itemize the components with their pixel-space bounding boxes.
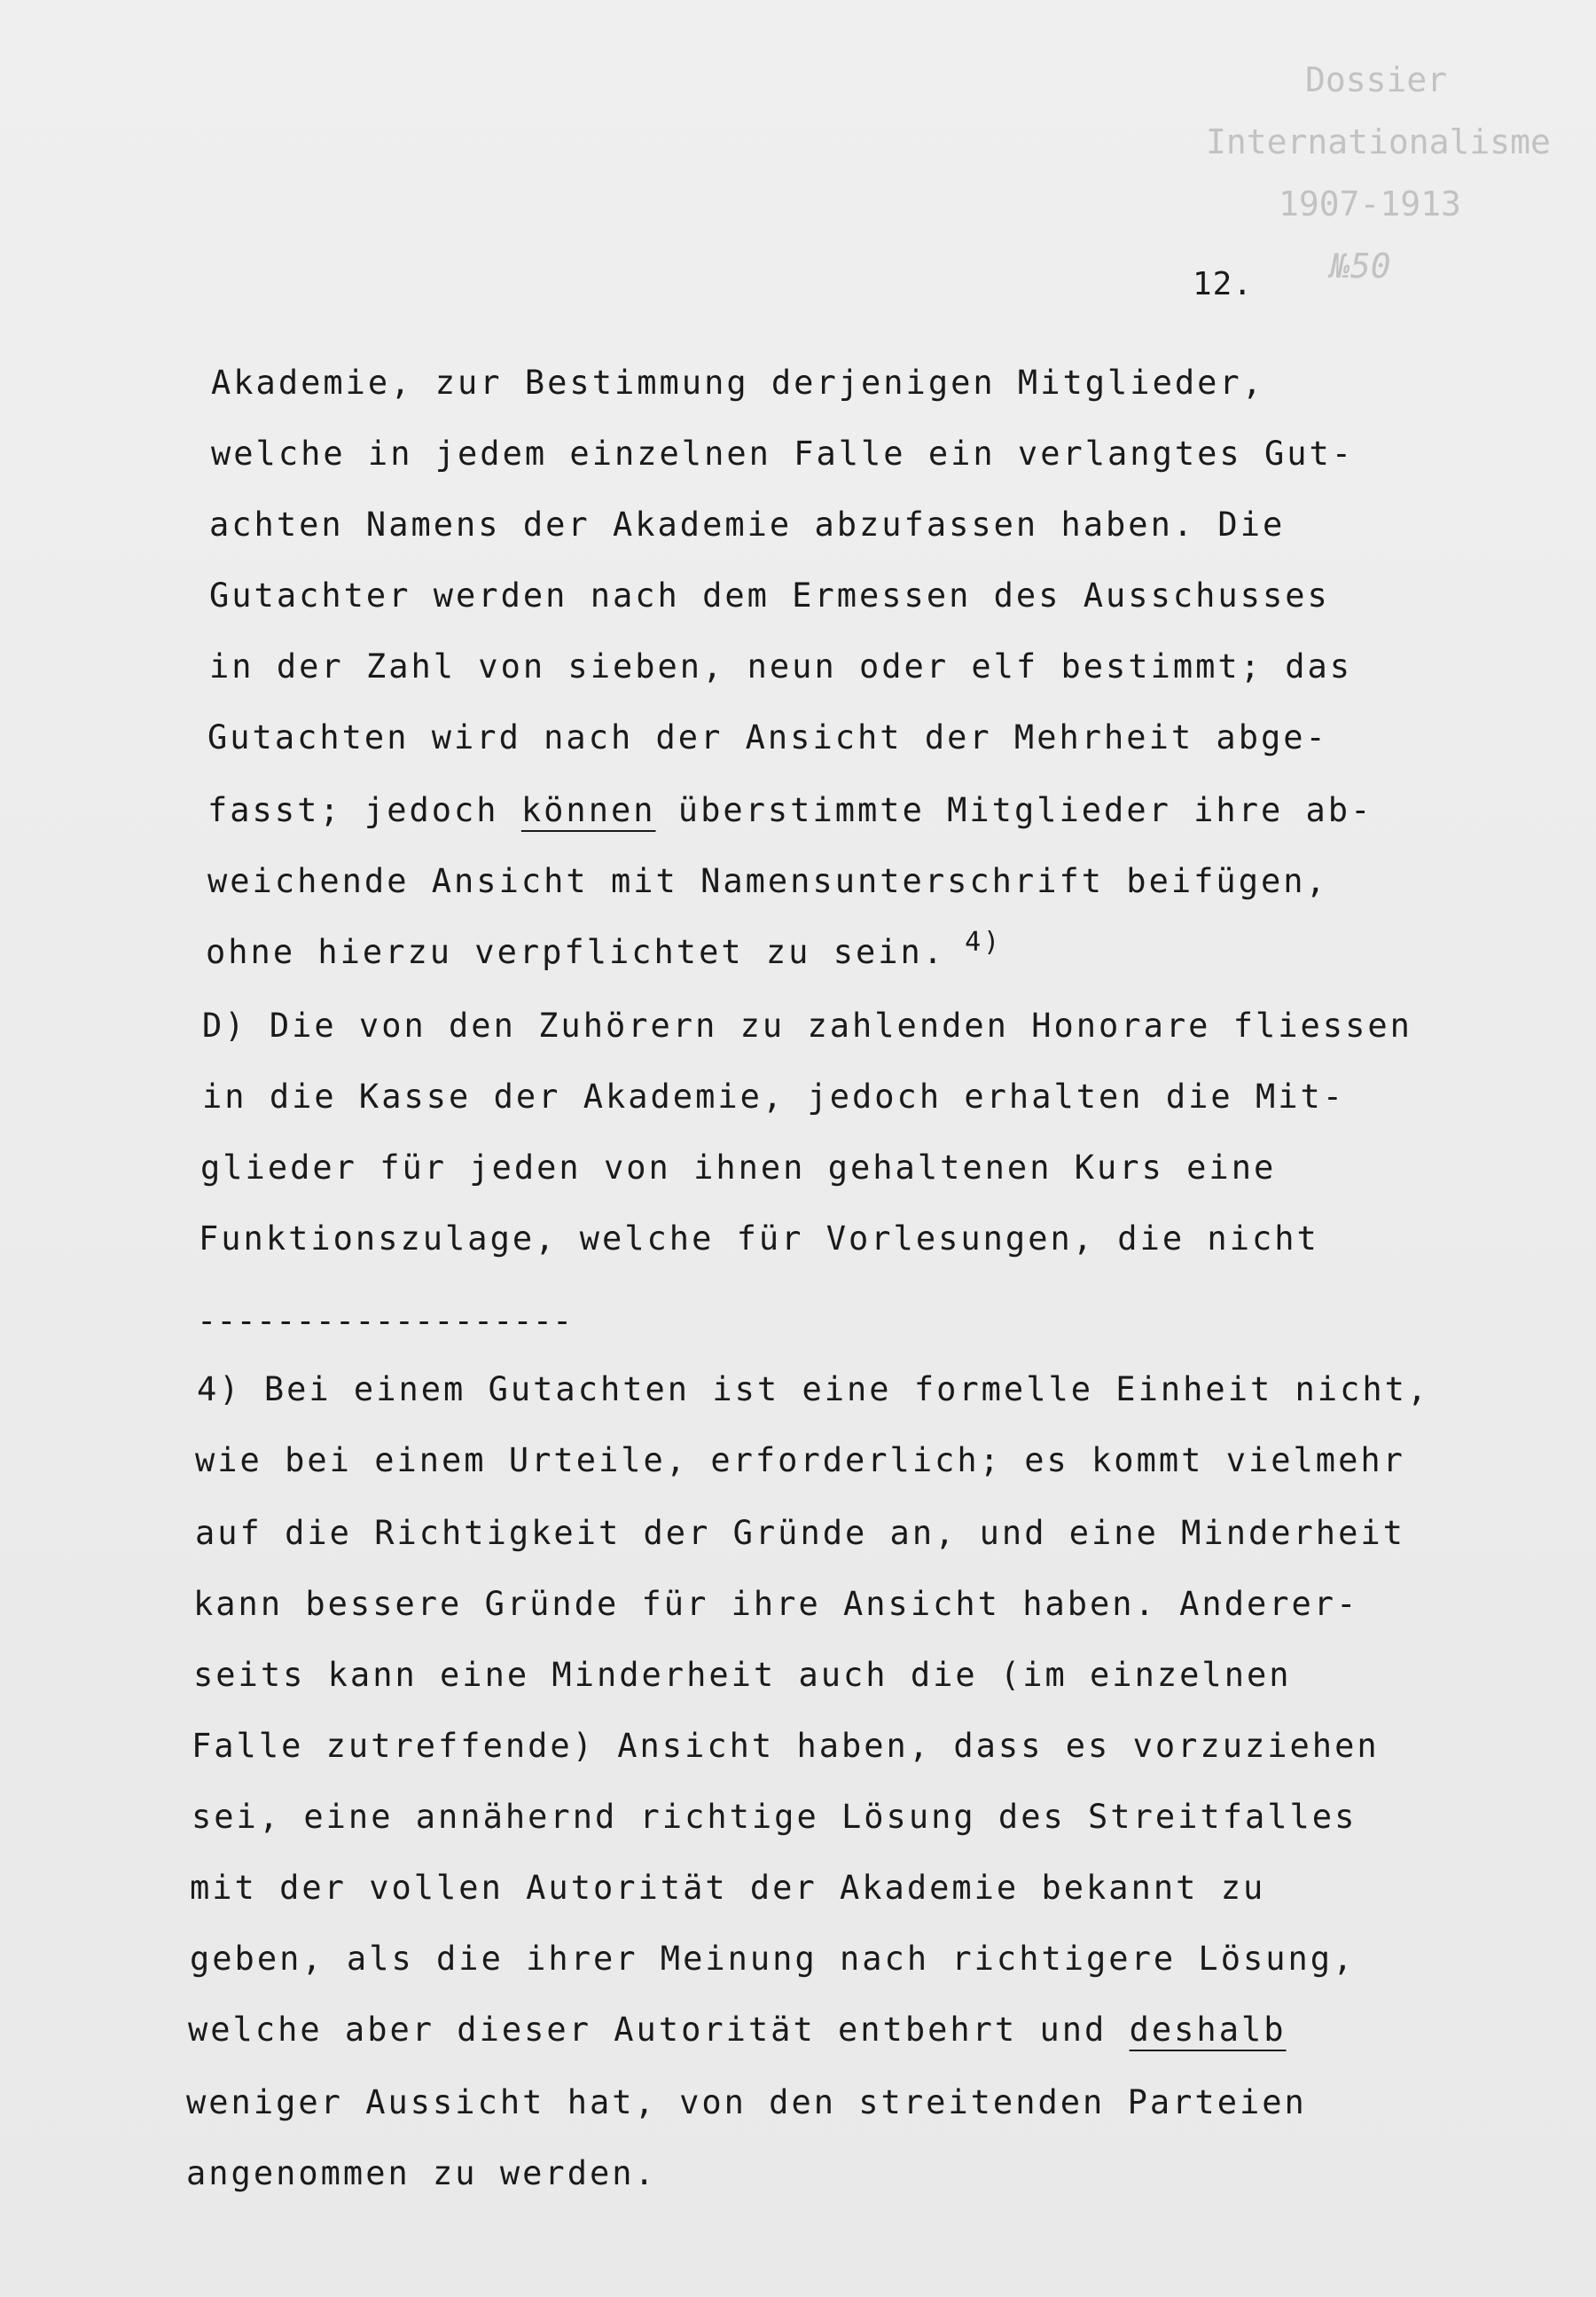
- text-line: Akademie, zur Bestimmung derjenigen Mitglieder,: [211, 364, 1264, 402]
- text-segment: welche aber dieser Autorität entbehrt und: [188, 2011, 1130, 2049]
- footnote-line: seits kann eine Minderheit auch die (im einzelnen: [193, 1656, 1292, 1694]
- stamp-line-years: 1907-1913: [1279, 184, 1461, 223]
- text-line: in der Zahl von sieben, neun oder elf bestimmt; das: [209, 647, 1353, 686]
- footnote-line: weniger Aussicht hat, von den streitenden Parteien: [186, 2083, 1307, 2121]
- text-line: in die Kasse der Akademie, jedoch erhalten die Mit-: [202, 1078, 1346, 1116]
- footnote-separator: -------------------: [197, 1302, 573, 1340]
- text-line: glieder für jeden von ihnen gehaltenen Kurs eine: [200, 1148, 1277, 1187]
- page-number: 12.: [1193, 266, 1254, 302]
- footnote-reference: 4): [965, 927, 1003, 958]
- footnote-line: sei, eine annähernd richtige Lösung des Streitfalles: [192, 1798, 1357, 1836]
- stamp-line-number: №50: [1330, 247, 1391, 286]
- footnote-line: auf die Richtigkeit der Gründe an, und eine Minderheit: [195, 1514, 1405, 1552]
- footnote-line: angenommen zu werden.: [186, 2154, 657, 2192]
- text-segment: ohne hierzu verpflichtet zu sein.: [206, 933, 946, 971]
- text-line: [207, 791, 1373, 829]
- stamp-line-dossier: Dossier: [1305, 60, 1448, 99]
- text-segment: fasst; jedoch: [207, 791, 521, 829]
- underlined-word: deshalb: [1129, 2011, 1287, 2049]
- text-line: welche in jedem einzelnen Falle ein verlangtes Gut-: [211, 435, 1355, 473]
- text-segment: überstimmte Mitglieder ihre ab-: [655, 791, 1373, 829]
- text-line: D) Die von den Zuhörern zu zahlenden Honorare fliessen: [202, 1007, 1412, 1045]
- text-line: weichende Ansicht mit Namensunterschrift beifügen,: [207, 862, 1328, 900]
- footnote-line: Falle zutreffende) Ansicht haben, dass es vorzuziehen: [192, 1727, 1380, 1765]
- footnote-line: [188, 2011, 1287, 2049]
- footnote-line: mit der vollen Autorität der Akademie bekannt zu: [190, 1869, 1266, 1907]
- text-line: Funktionszulage, welche für Vorlesungen, die nicht: [199, 1219, 1319, 1258]
- footnote-line: kann bessere Gründe für ihre Ansicht haben. Anderer-: [193, 1585, 1359, 1623]
- text-line: achten Namens der Akademie abzufassen haben. Die: [209, 506, 1286, 544]
- footnote-line: wie bei einem Urteile, erforderlich; es kommt vielmehr: [195, 1441, 1405, 1479]
- underlined-word: können: [520, 791, 656, 829]
- text-line: Gutachter werden nach dem Ermessen des Ausschusses: [209, 576, 1330, 615]
- text-line: Gutachten wird nach der Ansicht der Mehrheit abge-: [207, 718, 1328, 757]
- text-line: [206, 927, 1003, 971]
- footnote-line: geben, als die ihrer Meinung nach richtigere Lösung,: [190, 1940, 1356, 1978]
- footnote-line: 4) Bei einem Gutachten ist eine formelle Einheit nicht,: [197, 1370, 1430, 1408]
- stamp-line-collection: Internationalisme: [1206, 122, 1551, 161]
